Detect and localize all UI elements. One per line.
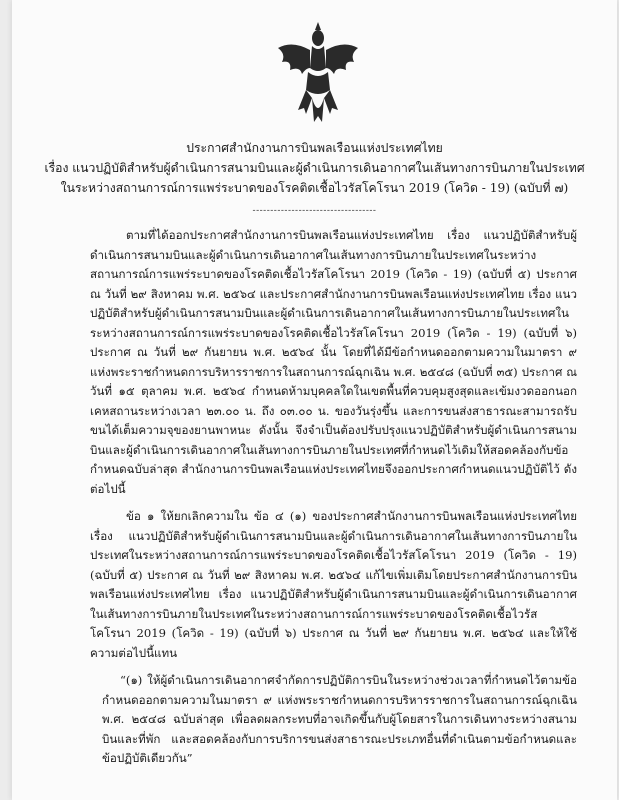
paragraph-clause-1: ข้อ ๑ ให้ยกเลิกความใน ข้อ ๔ (๑) ของประกาศสำนักงานการบินพลเรือนแห่งประเทศไทย เรื่อง แนวปฏิบัติสำหรับผู้ดำเนินการสนามบินและผู้ดำเนินการเดินอากาศในเส้นทางการบินภายในประเทศในระหว่างสถานการณ์การแพร่ระบาดของโรคติดเชื้อไวรัสโคโรนา 2019 (โควิด - 19) (ฉบับที่ ๕) ประกาศ ณ วันที่ ๒๙ สิงหาคม พ.ศ. ๒๕๖๔ แก้ไขเพิ่มเติมโดยประกาศสำนักงานการบินพลเรือนแห่งประเทศไทย เรื่อง แนวปฏิบัติสำหรับผู้ดำเนินการสนามบินและผู้ดำเนินการเดินอากาศในเส้นทางการบินภายในประเทศในระหว่างสถานการณ์การแพร่ระบาดของโรคติดเชื้อไวรัสโคโรนา 2019 (โควิด - 19) (ฉบับที่ ๖) ประกาศ ณ วันที่ ๒๙ กันยายน พ.ศ. ๒๕๖๔ และให้ใช้ความต่อไปนี้แทน [90, 509, 577, 660]
subject-line-2: ในระหว่างสถานการณ์การแพร่ระบาดของโรคติดเชื้อไวรัสโคโรนา 2019 (โควิด - 19) (ฉบับที่ ๗) [60, 181, 569, 195]
subject-line-1: เรื่อง แนวปฏิบัติสำหรับผู้ดำเนินการสนามบินและผู้ดำเนินการเดินอากาศในเส้นทางการบินภายในประเทศ [44, 161, 585, 175]
document-page [12, 0, 617, 800]
document-header [12, 138, 617, 198]
document-body [90, 226, 577, 777]
quoted-amendment: “(๑) ให้ผู้ดำเนินการเดินอากาศจำกัดการปฏิบัติการบินในระหว่างช่วงเวลาที่กำหนดไว้ตามข้อกำหนดออกตามความในมาตรา ๙ แห่งพระราชกำหนดการบริหารราชการในสถานการณ์ฉุกเฉิน พ.ศ. ๒๕๔๘ ฉบับล่าสุด เพื่อลดผลกระทบที่อาจเกิดขึ้นกับผู้โดยสารในการเดินทางระหว่างสนามบินและที่พัก และสอดคล้องกับการบริการขนส่งสาธารณะประเภทอื่นที่ดำเนินตามข้อกำหนดและข้อปฏิบัติเดียวกัน” [102, 673, 577, 765]
garuda-emblem-icon [272, 18, 364, 126]
separator-line: ----------------------------------- [252, 206, 377, 216]
paragraph-intro: ตามที่ได้ออกประกาศสำนักงานการบินพลเรือนแห่งประเทศไทย เรื่อง แนวปฏิบัติสำหรับผู้ดำเนินการสนามบินและผู้ดำเนินการเดินอากาศในเส้นทางการบินภายในประเทศในระหว่างสถานการณ์การแพร่ระบาดของโรคติดเชื้อไวรัสโคโรนา 2019 (โควิด - 19) (ฉบับที่ ๕) ประกาศ ณ วันที่ ๒๙ สิงหาคม พ.ศ. ๒๕๖๔ และประกาศสำนักงานการบินพลเรือนแห่งประเทศไทย เรื่อง แนวปฏิบัติสำหรับผู้ดำเนินการสนามบินและผู้ดำเนินการเดินอากาศในเส้นทางการบินภายในประเทศในระหว่างสถานการณ์การแพร่ระบาดของโรคติดเชื้อไวรัสโคโรนา 2019 (โควิด - 19) (ฉบับที่ ๖) ประกาศ ณ วันที่ ๒๙ กันยายน พ.ศ. ๒๕๖๔ นั้น โดยที่ได้มีข้อกำหนดออกตามความในมาตรา ๙ แห่งพระราชกำหนดการบริหารราชการในสถานการณ์ฉุกเฉิน พ.ศ. ๒๕๔๘ (ฉบับที่ ๓๕) ประกาศ ณ วันที่ ๑๕ ตุลาคม พ.ศ. ๒๕๖๔ กำหนดห้ามบุคคลใดในเขตพื้นที่ควบคุมสูงสุดและเข้มงวดออกนอกเคหสถานระหว่างเวลา ๒๓.๐๐ น. ถึง ๐๓.๐๐ น. ของวันรุ่งขึ้น และการขนส่งสาธารณะสามารถรับขนได้เต็มความจุของยานพาหนะ ดังนั้น จึงจำเป็นต้องปรับปรุงแนวปฏิบัติสำหรับผู้ดำเนินการสนามบินและผู้ดำเนินการเดินอากาศในเส้นทางการบินภายในประเทศที่กำหนดไว้เดิมให้สอดคล้องกับข้อกำหนดฉบับล่าสุด สำนักงานการบินพลเรือนแห่งประเทศไทยจึงออกประกาศกำหนดแนวปฏิบัติไว้ ดังต่อไปนี้ [90, 228, 577, 496]
document-title: ประกาศสำนักงานการบินพลเรือนแห่งประเทศไทย [186, 141, 443, 155]
